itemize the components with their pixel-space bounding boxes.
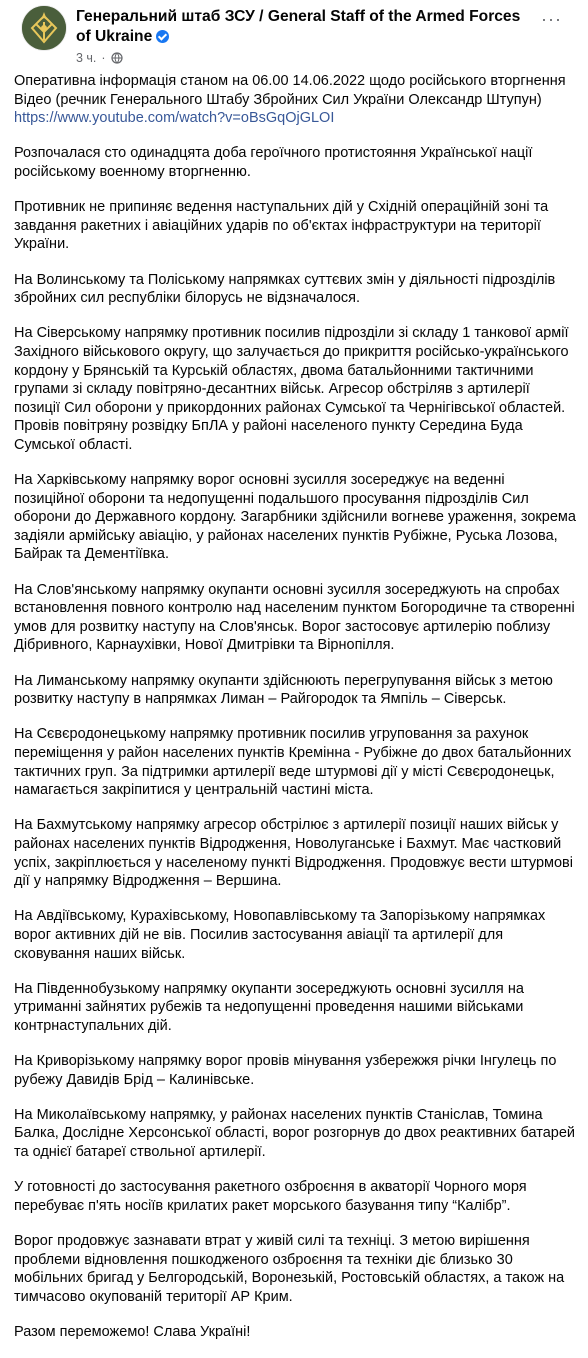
paragraph-text: На Слов'янському напрямку окупанти основні зусилля зосереджують на спробах встановлення повного контролю над населеним пунктом Богородичне та створенні умов для розвитку наступу на Слов'янськ. Ворог застосовує артилерію поблизу Дібривного, Карнаухівки, Нової Дмитрівки та Вірнопілля. (14, 581, 575, 654)
paragraph-text: Оперативна інформація станом на 06.00 14.06.2022 щодо російського вторгнення (14, 73, 566, 89)
page-name-link[interactable] (76, 7, 536, 47)
post-paragraph (14, 471, 576, 564)
paragraph-text: Ворог продовжує зазнавати втрат у живій силі та техніці. З метою вирішення проблеми відновлення пошкодженого озброєння та техніки діє близько 30 мобільних бригад у Белгородській, Воронезькій, Ростовській областях, а також на тимчасово окупованій території АР Крим. (14, 1233, 565, 1305)
post-header (12, 0, 576, 72)
post-body (14, 72, 576, 1358)
paragraph-text: На Сіверському напрямку противник посилив підрозділи зі складу 1 танкової армії Західного військового округу, що залучається до прикриття російсько-українського кордону у Брянській та Курській областях, двома батальйонними тактичними групами зі складу повітряно-десантних військ. Агресор обстріляв з артилерії позиції Сил оборони у прикордонних районах Сумської та Чернігівської областей. Провів повітряну розвідку БпЛА у районі населеного пункту Середина Буда Сумської області. (14, 325, 569, 453)
paragraph-text: На Миколаївському напрямку, у районах населених пунктів Станіслав, Томина Балка, Дослідне Херсонської області, ворог розгорнув до двох реактивних батарей та однієї батареї ствольної артилерії. (14, 1106, 575, 1161)
more-options-icon[interactable]: ··· (541, 9, 562, 29)
post-paragraph (14, 907, 576, 963)
paragraph-text: На Авдіївському, Курахівському, Новопавлівському та Запорізькому напрямках ворог активних дій не вів. Посилив застосування авіації та артилерії для сковування наших військ. (14, 908, 546, 962)
verified-badge-icon (156, 30, 169, 43)
post-paragraph (14, 1178, 576, 1215)
paragraph-text: На Бахмутському напрямку агресор обстрілює з артилерії позиції наших військ у районах населених пунктів Відродження, Новолуганське і Бахмут. Має частковий успіх, закріплюється у населеному пункті Відродження. Продовжує вести штурмові дії у напрямку Відродження – Вершина. (14, 817, 573, 890)
avatar[interactable] (22, 6, 66, 50)
post-paragraph (14, 72, 576, 128)
post-paragraph (14, 672, 576, 709)
post-paragraph (14, 324, 576, 454)
post-meta: 3 ч. · (76, 50, 123, 66)
video-link[interactable]: https://www.youtube.com/watch?v=oBsGqOjGLOI (14, 110, 335, 127)
post-paragraph (14, 198, 576, 254)
paragraph-text: У готовності до застосування ракетного озброєння в акваторії Чорного моря перебуває п'ять носіїв крилатих ракет морського базування типу “Калібр”. (14, 1179, 527, 1214)
post-paragraph (14, 581, 576, 655)
paragraph-text: На Криворізькому напрямку ворог провів мінування узбережжя річки Інгулець по рубежу Давидів Брід – Калинівське. (14, 1053, 557, 1088)
post-paragraph (14, 144, 576, 181)
paragraph-text: На Південнобузькому напрямку окупанти зосереджують основні зусилля на утриманні зайнятих рубежів та недопущенні проведення нашими військами контрнаступальних дій. (14, 980, 524, 1034)
post-paragraph (14, 816, 576, 890)
post-paragraph (14, 1232, 576, 1306)
post-paragraph (14, 271, 576, 308)
post-time[interactable]: 3 ч. (76, 51, 97, 65)
post-paragraph (14, 725, 576, 799)
globe-icon (111, 52, 123, 64)
paragraph-text: Відео (речник Генерального Штабу Збройних Сил України Олександр Штупун) (14, 91, 542, 108)
post-paragraph (14, 980, 576, 1036)
paragraph-text: Противник не припиняє ведення наступальних дій у Східній операційній зоні та завдання ракетних і авіаційних ударів по об'єктах інфраструктури на території України. (14, 199, 549, 253)
paragraph-text: На Харківському напрямку ворог основні зусилля зосереджує на веденні позиційної оборони та недопущенні подальшого просування підрозділів Сил оборони до Державного кордону. Загарбники здійснили вогневе ураження, зокрема задіяли армійську авіацію, у районах населених пунктів Рубіжне, Руська Лозова, Байрак та Дементіївка. (14, 472, 576, 563)
paragraph-text: На Лиманському напрямку окупанти здійснюють перегрупування військ з метою розвитку наступу в напрямках Лиман – Райгородок та Ямпіль – Сіверськ. (14, 672, 553, 708)
post-paragraph (14, 1323, 576, 1342)
paragraph-text: Разом переможемо! Слава Україні! (14, 1323, 251, 1340)
paragraph-text: На Сєвєродонецькому напрямку противник посилив угруповання за рахунок переміщення у район населених пунктів Кремінна - Рубіжне до двох батальйонних тактичних груп. За підтримки артилерії веде штурмові дії у місті Сєвєродонецьк, намагається закріпитися у центральній частині міста. (14, 726, 572, 799)
post-paragraph (14, 1052, 576, 1089)
page-name[interactable]: Генеральний штаб ЗСУ / General Staff of the Armed Forces of Ukraine (76, 8, 521, 45)
emblem-icon (22, 6, 66, 50)
paragraph-text: Розпочалася сто одинадцята доба героїчного протистояння Української нації російському военному вторгненню. (14, 145, 533, 180)
paragraph-text: На Волинському та Поліському напрямках суттєвих змін у діяльності підрозділів збройних сил республіки білорусь не відзначалося. (14, 271, 556, 307)
post-paragraph (14, 1106, 576, 1162)
